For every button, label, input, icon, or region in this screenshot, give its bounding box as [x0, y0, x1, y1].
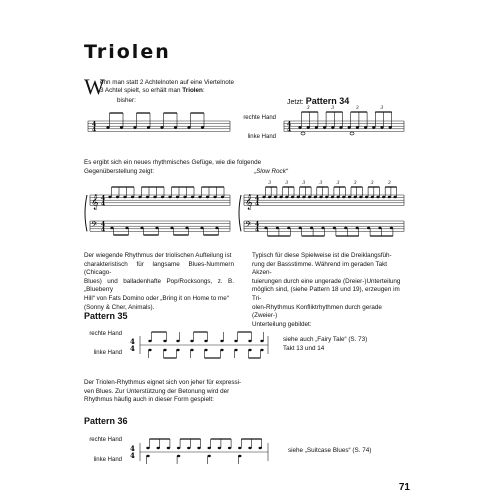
pattern35-lower-note [204, 349, 207, 351]
staff-pattern34-triplet-mark: 3 [355, 106, 359, 111]
grand-left-bass-notehead [170, 227, 173, 229]
grand-right-treble-notehead [325, 196, 328, 198]
grand-right-treble-notehead [394, 196, 397, 198]
pattern35-lower-note [260, 349, 263, 351]
grand-left-treble-notehead [131, 196, 134, 198]
grand-right-bass-time-signature: 4 [255, 221, 260, 228]
pattern36-upper-note [218, 447, 221, 449]
staff-pattern34-notehead [298, 126, 301, 128]
pattern35-lower-note [248, 349, 251, 351]
pattern35-lower-note [163, 349, 166, 351]
paragraph-2: Der wiegende Rhythmus der triolischen Aufteilung ist charakteristisch für langsame Blues-Nummern (Chicago- Blues) und balladenhafte Pop/Rocksongs, z. B. „Blueberry Hill“ von Fats Domino oder „Bring it on Home to me“ (Sonny & Cher, Animals). [84, 252, 234, 311]
paragraph-4: Der Triolen-Rhythmus eignet sich von jeher für expressi- ven Blues. Zur Unterstützung der Betonung wird der Rhythmus häufig auch in dieser Form gespielt: [84, 379, 242, 404]
pattern35-upper-note [204, 340, 207, 342]
staff-pattern34-notehead [389, 126, 392, 128]
grand-left-bass-notehead [215, 227, 218, 229]
grand-right-treble-time-signature: 4 [255, 195, 260, 202]
pattern35-reference: siehe auch „Fairy Tale“ (S. 73) Takt 13 und 14 [283, 336, 368, 352]
grand-right-bass-clef: 𝄢 [245, 221, 252, 232]
staff-pattern34-notehead [380, 126, 383, 128]
grand-right-bass-notehead [390, 227, 393, 229]
grand-right-treble-notehead [268, 196, 271, 198]
grand-right-treble-notehead [302, 196, 305, 198]
grand-right-bass-notehead [356, 227, 359, 229]
pattern36-upper-note [177, 447, 180, 449]
grand-left-treble-notehead [183, 196, 186, 198]
pattern35-upper-note [260, 340, 263, 342]
staff-bisher-notehead [106, 126, 109, 128]
pattern35-upper-note [148, 340, 151, 342]
staff-bisher-notehead [174, 126, 177, 128]
staff-bisher-notehead [120, 126, 123, 128]
slow-rock-label: „Slow Rock“ [254, 168, 288, 175]
staff-pattern34-triplet-mark: 3 [331, 106, 335, 111]
grand-right-treble-notehead [388, 196, 391, 198]
grand-left-treble-notehead [123, 196, 126, 198]
pattern36-upper-note [197, 447, 200, 449]
pattern34-right-hand-label: rechte Hand [243, 115, 276, 121]
pattern36-left-hand-label: linke Hand [93, 457, 122, 463]
grand-left-treble-notehead [153, 196, 156, 198]
grand-left-bass-clef: 𝄢 [91, 221, 98, 232]
pattern-35-heading: Pattern 35 [84, 311, 128, 321]
grand-left-bass-notehead [140, 227, 143, 229]
staff-bisher-time-signature: 4 [92, 121, 97, 128]
grand-right-treble-triplet-mark: 3 [336, 181, 340, 186]
page-number: 71 [398, 482, 410, 493]
grand-left-bass-notehead [155, 227, 158, 229]
staff-bisher-notehead [201, 126, 204, 128]
grand-right-treble-notehead [274, 196, 277, 198]
pattern36-upper-note [228, 447, 231, 449]
pattern35-rhythm-time-signature: 4 [130, 344, 135, 353]
pattern36-upper-note [157, 447, 160, 449]
grand-left-treble-notehead [116, 196, 119, 198]
grand-right-bass-notehead [287, 227, 290, 229]
paragraph-3: Typisch für diese Spielweise ist die Dreiklangsfüh- rung der Bassstimme. Während im geraden Takt Akzen- tuierungen durch eine ungerade (Dreier-)Unterteilung möglich sind, (siehe Pattern 18 und 19), erzeugen im Tri- olen-Rhythmus Konfliktrhythmen durch gerade (Zweier-) Unterteilung gebildet: [252, 252, 401, 328]
grand-right-bass-notehead [321, 227, 324, 229]
grand-right-treble-triplet-mark: 3 [285, 181, 289, 186]
grand-right-bass-notehead [264, 227, 267, 229]
grand-left-treble-time-signature: 4 [101, 200, 106, 208]
grand-right-treble-notehead [337, 196, 340, 198]
pattern-36-heading: Pattern 36 [84, 416, 128, 426]
pattern35-lower-note [148, 349, 151, 351]
grand-right-treble-notehead [342, 196, 345, 198]
grand-left-treble-notehead [108, 196, 111, 198]
pattern35-upper-note [176, 340, 179, 342]
grand-right-treble-notehead [331, 196, 334, 198]
staff-pattern34-notehead [372, 126, 375, 128]
staff-pattern34-time-signature: 4 [287, 121, 292, 128]
intro-line-1: enn man statt 2 Achtelnoten auf eine Viertelnote [100, 79, 234, 86]
pattern35-upper-note [248, 340, 251, 342]
pattern35-lower-note [220, 349, 223, 351]
pattern36-upper-note [208, 447, 211, 449]
pattern35-left-hand-label: linke Hand [93, 350, 122, 356]
staff-bisher-time-signature: 4 [92, 126, 97, 134]
grand-left-brace [85, 195, 87, 231]
staff-pattern34-left-note [350, 132, 354, 135]
staff-pattern34-notehead [339, 126, 342, 128]
pattern-34-heading: Jetzt: Pattern 34 [287, 96, 350, 106]
bisher-label: bisher: [117, 97, 136, 104]
staff-pattern34-triplet-mark: 3 [306, 106, 310, 111]
grand-right-treble-triplet-mark: 3 [387, 181, 391, 186]
staff-pattern34-notehead [331, 126, 334, 128]
grand-left-treble-notehead [191, 196, 194, 198]
pattern36-reference: siehe „Suitcase Blues“ (S. 74) [288, 447, 372, 454]
pattern36-rhythm-time-signature: 4 [130, 444, 135, 453]
grand-left-bass-time-signature: 4 [101, 226, 106, 234]
grand-right-treble-notehead [371, 196, 374, 198]
pattern36-right-hand-label: rechte Hand [89, 437, 122, 443]
staff-bisher-notehead [147, 126, 150, 128]
grand-right-treble-notehead [262, 196, 265, 198]
grand-right-bass-notehead [367, 227, 370, 229]
grand-right-treble-clef: 𝄞 [245, 195, 253, 210]
pattern36-upper-note [259, 447, 262, 449]
pattern36-lower-note [177, 455, 180, 457]
grand-right-treble-notehead [382, 196, 385, 198]
grand-left-treble-notehead [161, 196, 164, 198]
grand-right-treble-notehead [280, 196, 283, 198]
grand-left-bass-time-signature: 4 [101, 221, 106, 228]
grand-right-bass-notehead [310, 227, 313, 229]
pattern35-right-hand-label: rechte Hand [89, 331, 122, 337]
pattern35-upper-note [163, 340, 166, 342]
grand-right-treble-notehead [297, 196, 300, 198]
grand-right-bass-notehead [378, 227, 381, 229]
pattern36-upper-note [167, 447, 170, 449]
staff-pattern34-notehead [356, 126, 359, 128]
paragraph-1: Es ergibt sich ein neues rhythmisches Gefüge, wie die folgende Gegenüberstellung zeigt: [84, 159, 262, 175]
pattern36-upper-note [146, 447, 149, 449]
pattern36-upper-note [248, 447, 251, 449]
grand-right-bass-notehead [276, 227, 279, 229]
grand-right-bass-notehead [333, 227, 336, 229]
staff-pattern34-time-signature: 4 [287, 126, 292, 134]
grand-right-brace [239, 195, 241, 231]
page-title: Triolen [84, 41, 171, 63]
staff-pattern34-notehead [348, 126, 351, 128]
grand-right-treble-triplet-mark: 3 [319, 181, 323, 186]
grand-left-treble-notehead [213, 196, 216, 198]
grand-right-treble-notehead [285, 196, 288, 198]
grand-right-treble-notehead [291, 196, 294, 198]
pattern35-rhythm-time-signature: 4 [130, 337, 135, 346]
staff-pattern34-notehead [315, 126, 318, 128]
grand-right-treble-triplet-mark: 3 [302, 181, 306, 186]
staff-bisher-notehead [160, 126, 163, 128]
grand-right-treble-triplet-mark: 3 [353, 181, 357, 186]
grand-left-treble-notehead [176, 196, 179, 198]
grand-left-bass-notehead [200, 227, 203, 229]
grand-left-treble-clef: 𝄞 [91, 195, 99, 210]
grand-left-treble-notehead [221, 196, 224, 198]
staff-pattern34-triplet-mark: 3 [380, 106, 384, 111]
grand-right-treble-triplet-mark: 3 [370, 181, 374, 186]
grand-left-treble-time-signature: 4 [101, 195, 106, 202]
staff-pattern34-notehead [307, 126, 310, 128]
grand-right-treble-notehead [314, 196, 317, 198]
grand-left-treble-notehead [206, 196, 209, 198]
pattern35-upper-note [234, 340, 237, 342]
grand-right-treble-time-signature: 4 [255, 200, 260, 208]
grand-right-bass-notehead [344, 227, 347, 229]
pattern36-lower-note [146, 455, 149, 457]
grand-left-treble-notehead [168, 196, 171, 198]
pattern35-lower-note [234, 349, 237, 351]
grand-right-bass-time-signature: 4 [255, 226, 260, 234]
pattern36-lower-note [208, 455, 211, 457]
grand-right-treble-notehead [359, 196, 362, 198]
grand-right-treble-notehead [354, 196, 357, 198]
grand-left-treble-notehead [198, 196, 201, 198]
grand-right-treble-notehead [376, 196, 379, 198]
pattern36-lower-note [238, 455, 241, 457]
pattern36-rhythm-time-signature: 4 [130, 451, 135, 460]
pattern35-upper-note [220, 340, 223, 342]
grand-right-treble-notehead [308, 196, 311, 198]
pattern34-left-hand-label: linke Hand [247, 134, 276, 140]
grand-right-treble-notehead [365, 196, 368, 198]
staff-bisher-notehead [187, 126, 190, 128]
staff-pattern34-notehead [323, 126, 326, 128]
grand-left-treble-notehead [146, 196, 149, 198]
grand-right-treble-notehead [348, 196, 351, 198]
grand-left-treble-notehead [138, 196, 141, 198]
staff-pattern34-left-note [301, 132, 305, 135]
pattern36-upper-note [187, 447, 190, 449]
grand-left-bass-notehead [125, 227, 128, 229]
grand-right-treble-notehead [319, 196, 322, 198]
pattern36-upper-note [238, 447, 241, 449]
staff-pattern34-notehead [364, 126, 367, 128]
drop-cap: W [84, 74, 105, 99]
grand-left-bass-notehead [185, 227, 188, 229]
grand-left-bass-notehead [110, 227, 113, 229]
grand-right-treble-triplet-mark: 3 [268, 181, 272, 186]
pattern35-lower-note [176, 349, 179, 351]
intro-line-2: 3 Achtel spielt, so erhält man Triolen: [100, 87, 205, 94]
pattern35-upper-note [190, 340, 193, 342]
pattern35-lower-note [190, 349, 193, 351]
grand-right-bass-notehead [299, 227, 302, 229]
staff-bisher-notehead [133, 126, 136, 128]
